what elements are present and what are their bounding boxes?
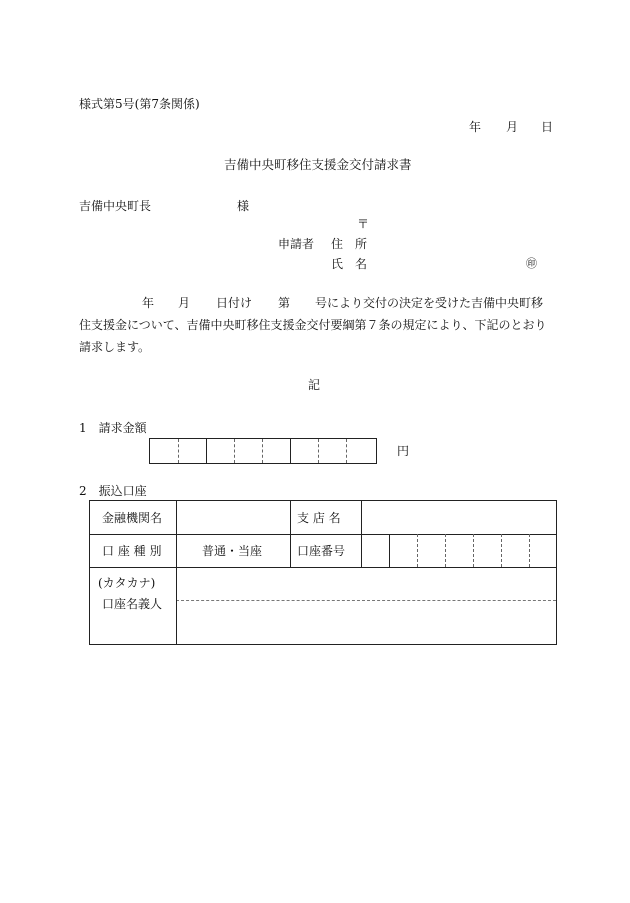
body-line1-rest: 号により交付の決定を受けた吉備中央町移 bbox=[315, 296, 544, 310]
form-number: 様式第5号(第7条関係) bbox=[79, 97, 200, 111]
addressee-name: 吉備中央町長 bbox=[79, 199, 152, 213]
address-label: 住 所 bbox=[331, 237, 368, 251]
amount-unit: 円 bbox=[397, 444, 410, 458]
account-type-value[interactable]: 普通・当座 bbox=[202, 544, 263, 558]
bank-name-field[interactable] bbox=[177, 502, 289, 533]
date-year-label: 年 bbox=[469, 120, 482, 134]
account-number-label: 口座番号 bbox=[297, 544, 346, 558]
body-no: 第 bbox=[278, 296, 291, 310]
branch-field[interactable] bbox=[362, 502, 555, 533]
branch-label: 支 店 名 bbox=[297, 511, 341, 525]
section1-label: 1 請求金額 bbox=[79, 421, 147, 435]
account-type-label: 口 座 種 別 bbox=[102, 544, 162, 558]
bank-account-table bbox=[89, 500, 557, 645]
body-month: 月 bbox=[178, 296, 191, 310]
addressee-honorific: 様 bbox=[237, 199, 250, 213]
document-title: 吉備中央町移住支援金交付請求書 bbox=[224, 157, 412, 172]
holder-katakana-field[interactable] bbox=[177, 568, 555, 599]
date-day-label: 日 bbox=[541, 120, 554, 134]
body-year: 年 bbox=[142, 296, 155, 310]
body-date-suffix: 日付け bbox=[216, 296, 253, 310]
seal-mark: ㊞ bbox=[526, 257, 537, 270]
date-month-label: 月 bbox=[506, 120, 519, 134]
body-line2: 住支援金について、吉備中央町移住支援金交付要綱第７条の規定により、下記のとおり bbox=[79, 318, 547, 332]
amount-boxes[interactable] bbox=[149, 438, 377, 464]
applicant-role-label: 申請者 bbox=[278, 237, 315, 251]
ki-mark: 記 bbox=[308, 378, 321, 392]
bank-name-label: 金融機関名 bbox=[102, 511, 163, 525]
katakana-label: (カタカナ) bbox=[98, 576, 156, 590]
body-line3: 請求します。 bbox=[79, 340, 151, 354]
holder-name-field[interactable] bbox=[177, 601, 555, 643]
name-label: 氏 名 bbox=[331, 257, 368, 271]
account-number-field[interactable] bbox=[362, 535, 555, 566]
section2-label: 2 振込口座 bbox=[79, 484, 147, 498]
postal-mark: 〒 bbox=[357, 217, 370, 231]
account-holder-label: 口座名義人 bbox=[102, 597, 163, 611]
